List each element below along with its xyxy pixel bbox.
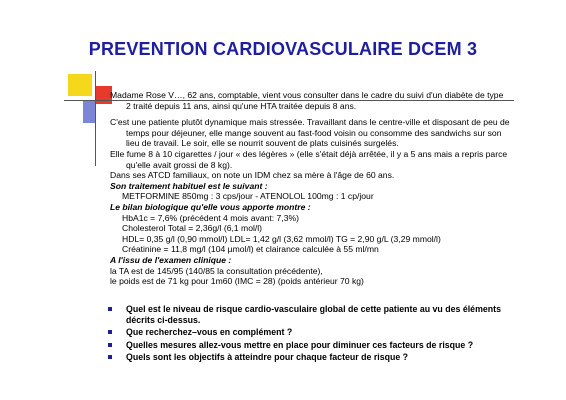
decorative-vertical-line — [95, 71, 96, 166]
question-item — [108, 327, 518, 338]
case-paragraph-2: C'est une patiente plutôt dynamique mais stressée. Travaillant dans le centre-ville et disposant de peu de temps pour déjeuner, elle mange souvent au fast-food voisin ou consomme des sandwichs sur son lieu de travail. Le soir, elle se nourrit souvent de plats cuisinés surgelés. — [110, 117, 510, 149]
treatment-heading: Son traitement habituel est le suivant : — [110, 180, 268, 191]
bullet-icon — [108, 355, 112, 359]
question-item — [108, 340, 518, 351]
case-paragraph-3: Elle fume 8 à 10 cigarettes / jour « des légères » (elle s'était déjà arrêtée, il y a 5 ans mais a repris parce qu'elle avait grossi de 8 kg). — [110, 148, 508, 170]
question-text: Que recherchez–vous en complément ? — [126, 327, 293, 338]
biology-heading: Le bilan biologique qu'elle vous apporte montre : — [110, 201, 311, 212]
biology-line: HDL= 0,35 g/l (0,90 mmol/l) LDL= 1,42 g/l (3,62 mmol/l) TG = 2,90 g/L (3,29 mmol/l) — [122, 233, 441, 244]
case-description — [110, 90, 510, 287]
biology-line: Cholesterol Total = 2,36g/l (6,1 mol/l) — [122, 223, 263, 234]
case-paragraph-1: Madame Rose V…, 62 ans, comptable, vient vous consulter dans le cadre du suivi d'un diabète de type 2 traité depuis 11 ans, ainsi qu'une HTA traitée depuis 8 ans. — [110, 90, 504, 111]
treatment-line: METFORMINE 850mg : 3 cps/jour - ATENOLOL 100mg : 1 cp/jour — [122, 191, 374, 202]
question-item — [108, 352, 518, 363]
question-list — [108, 304, 518, 365]
exam-line: le poids est de 71 kg pour 1m60 (IMC = 28) (poids antérieur 70 kg) — [110, 276, 364, 287]
bullet-icon — [108, 307, 112, 311]
exam-heading: A l'issu de l'examen clinique : — [110, 254, 232, 265]
question-item — [108, 304, 518, 325]
bullet-icon — [108, 330, 112, 334]
bullet-icon — [108, 343, 112, 347]
page-title: PREVENTION CARDIOVASCULAIRE DCEM 3 — [88, 39, 478, 59]
question-text: Quel est le niveau de risque cardio-vasculaire global de cette patiente au vu des éléments décrits ci-dessus. — [126, 304, 501, 325]
case-paragraph-4: Dans ses ATCD familiaux, on note un IDM chez sa mère à l'âge de 60 ans. — [110, 170, 395, 181]
question-text: Quels sont les objectifs à atteindre pour chaque facteur de risque ? — [126, 352, 409, 363]
exam-line: la TA est de 145/95 (140/85 la consultation précédente), — [110, 265, 323, 276]
decorative-yellow-square — [68, 74, 92, 96]
biology-line: HbA1c = 7,6% (précédent 4 mois avant: 7,3%) — [122, 212, 299, 223]
biology-line: Créatinine = 11,8 mg/l (104 µmol/l) et clairance calculée à 55 ml/mn — [122, 244, 379, 255]
question-text: Quelles mesures allez-vous mettre en place pour diminuer ces facteurs de risque ? — [126, 339, 474, 350]
